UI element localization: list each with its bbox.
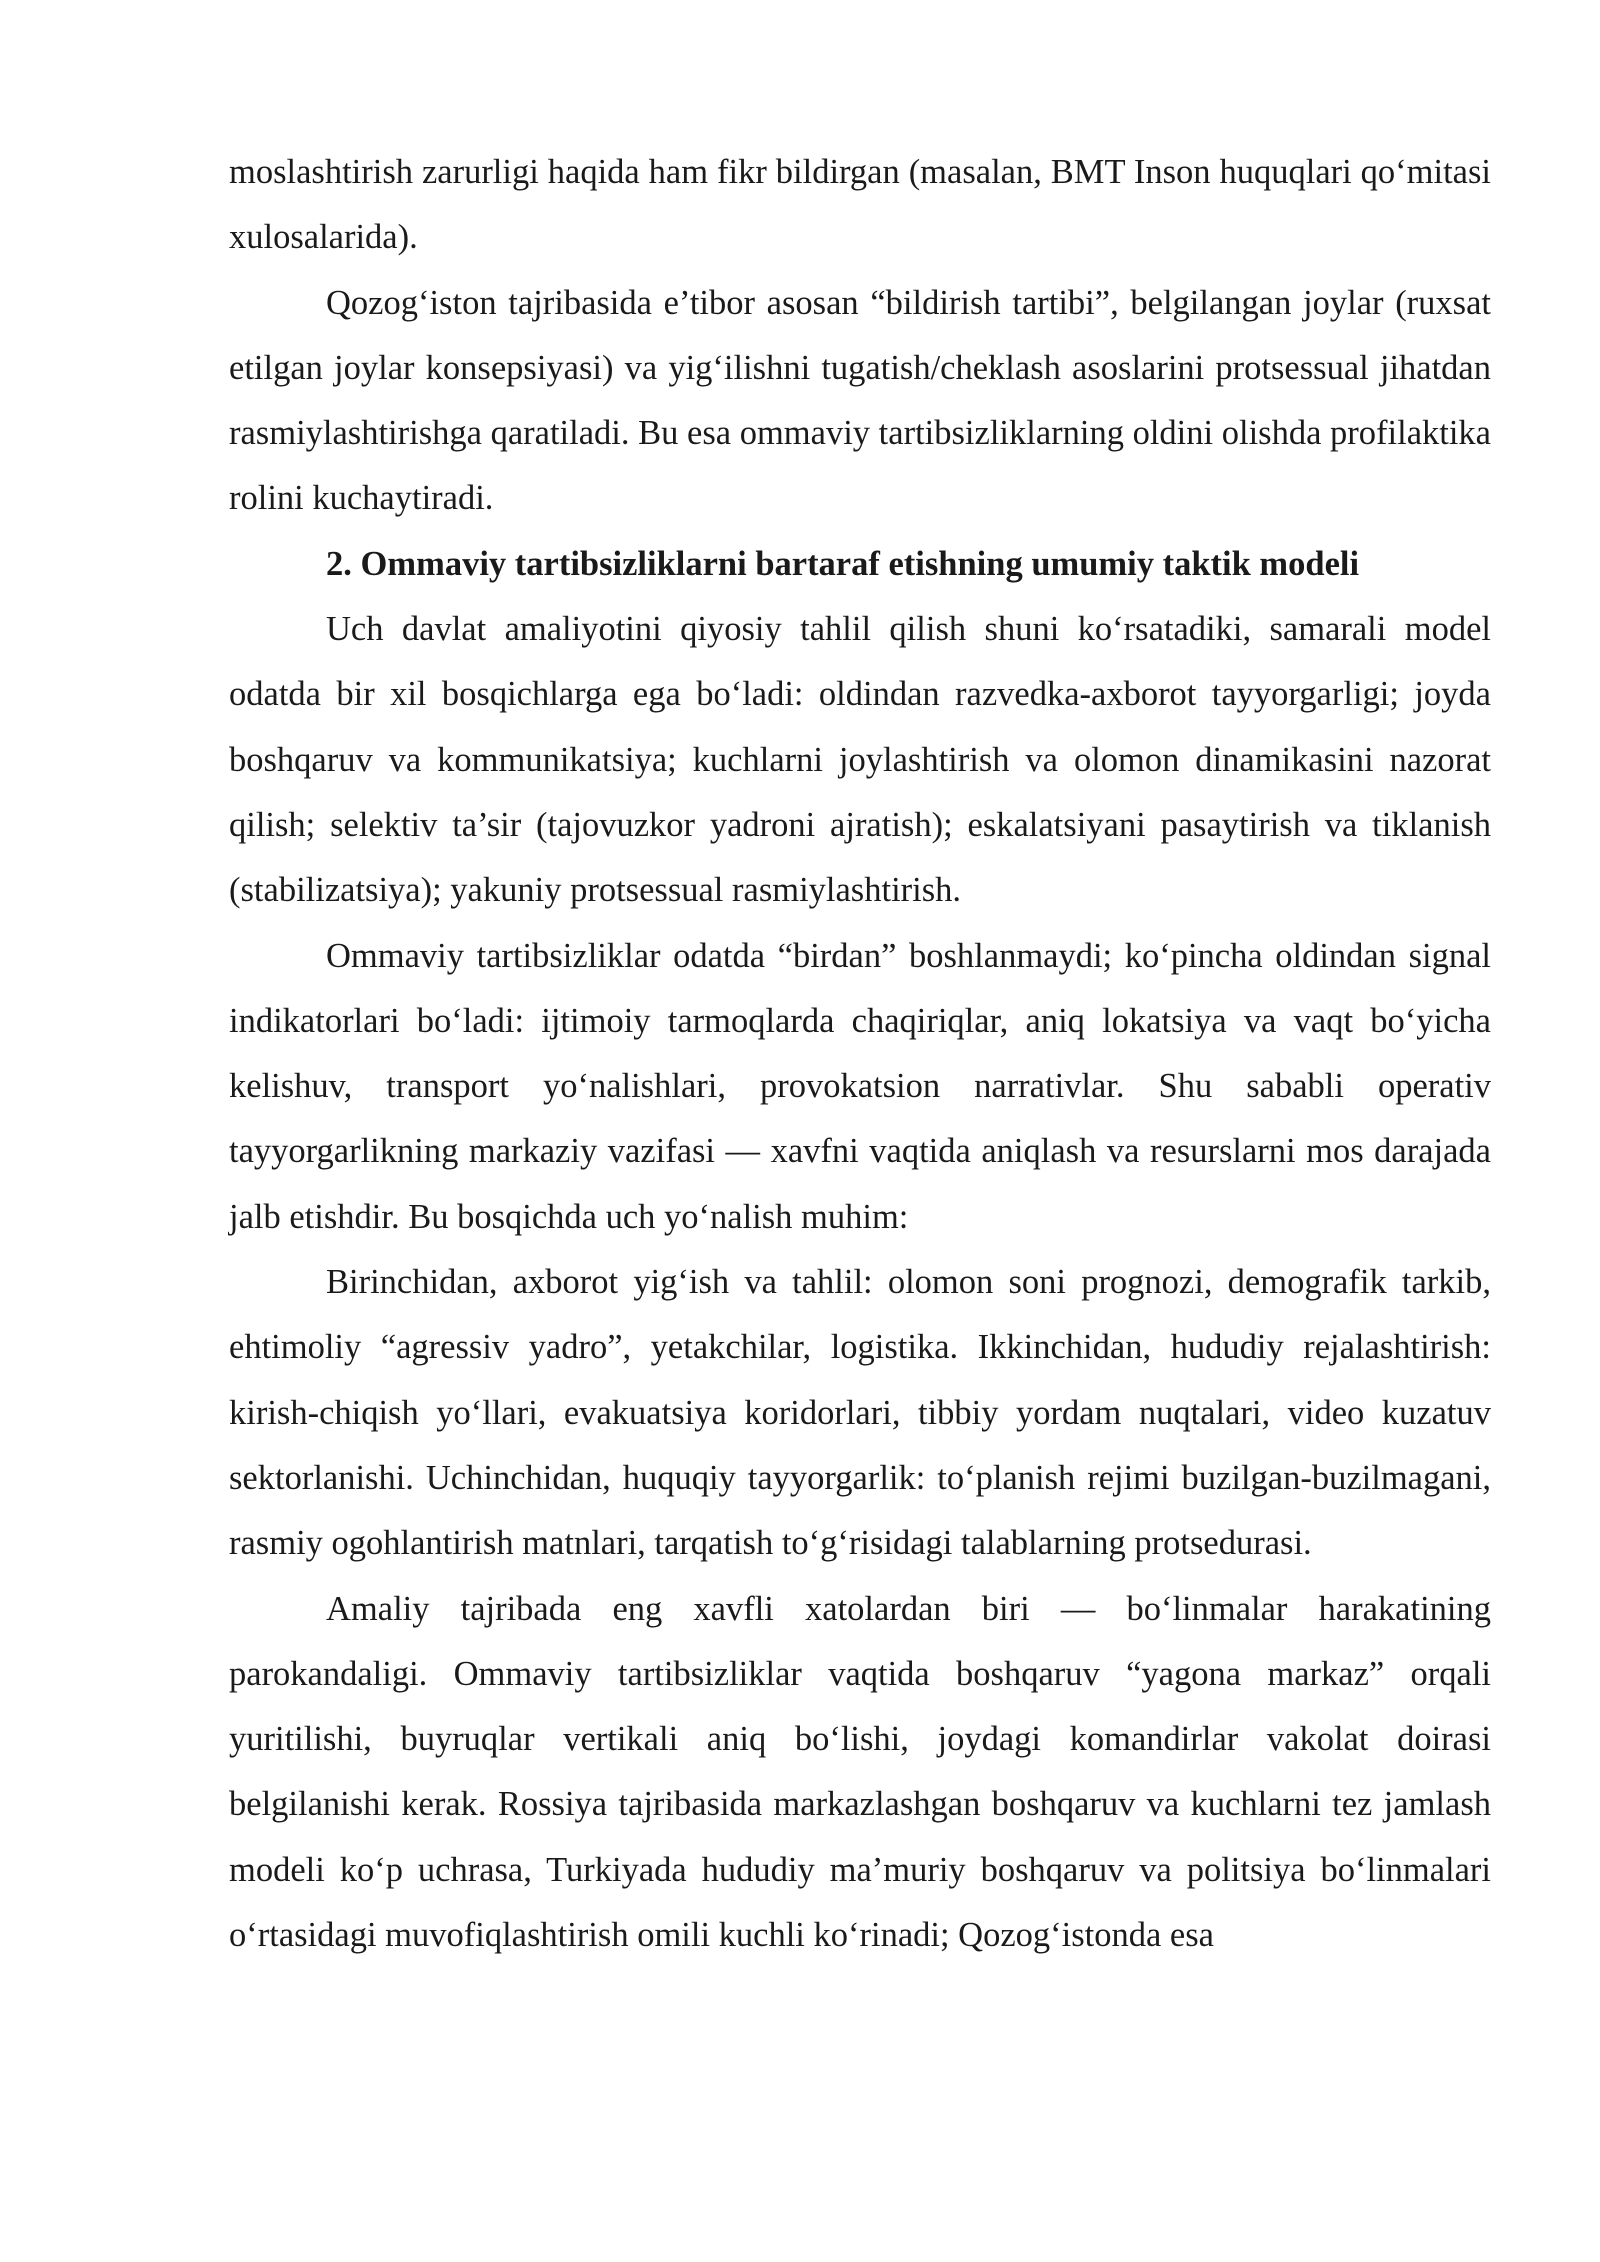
- section-heading: 2. Ommaviy tartibsizliklarni bartaraf etishning umumiy taktik modeli: [326, 544, 1360, 583]
- paragraph-three-directions: Birinchidan, axborot yig‘ish va tahlil: olomon soni prognozi, demografik tarkib, ehtimoliy “agressiv yadro”, yetakchilar, logistika. Ikkinchidan, hududiy rejalashtirish: kirish-chiqish yo‘llari, evakuatsiya koridorlari, tibbiy yordam nuqtalari, video kuzatuv sektorlanishi. Uchinchidan, huquqiy tayyorgarlik: to‘planish rejimi buzilgan-buzilmagani, rasmiy ogohlantirish matnlari, tarqatish to‘g‘risidagi talablarning protsedurasi.: [229, 1263, 1491, 1563]
- paragraph-continuation: moslashtirish zarurligi haqida ham fikr bildirgan (masalan, BMT Inson huquqlari qo‘mitasi xulosalarida).: [229, 153, 1491, 257]
- paragraph-kazakhstan-experience: Qozog‘iston tajribasida e’tibor asosan “bildirish tartibi”, belgilangan joylar (ruxsat etilgan joylar konsepsiyasi) va yig‘ilishni tugatish/cheklash asoslarini protsessual jihatdan rasmiylashtirishga qaratiladi. Bu esa ommaviy tartibsizliklarning oldini olishda profilaktika rolini kuchaytiradi.: [229, 283, 1491, 518]
- paragraph-comparative-analysis: Uch davlat amaliyotini qiyosiy tahlil qilish shuni ko‘rsatadiki, samarali model odatda bir xil bosqichlarga ega bo‘ladi: oldindan razvedka-axborot tayyorgarligi; joyda boshqaruv va kommunikatsiya; kuchlarni joylashtirish va olomon dinamikasini nazorat qilish; selektiv ta’sir (tajovuzkor yadroni ajratish); eskalatsiyani pasaytirish va tiklanish (stabilizatsiya); yakuniy protsessual rasmiylashtirish.: [229, 610, 1491, 910]
- paragraph-command-unity: Amaliy tajribada eng xavfli xatolardan biri — bo‘linmalar harakatining parokandaligi. Ommaviy tartibsizliklar vaqtida boshqaruv “yagona markaz” orqali yuritilishi, buyruqlar vertikali aniq bo‘lishi, joydagi komandirlar vakolat doirasi belgilanishi kerak. Rossiya tajribasida markazlashgan boshqaruv va kuchlarni tez jamlash modeli ko‘p uchrasa, Turkiyada hududiy ma’muriy boshqaruv va politsiya bo‘linmalari o‘rtasidagi muvofiqlashtirish omili kuchli ko‘rinadi; Qozog‘istonda esa: [229, 1589, 1491, 1955]
- paragraph-signal-indicators: Ommaviy tartibsizliklar odatda “birdan” boshlanmaydi; ko‘pincha oldindan signal indikatorlari bo‘ladi: ijtimoiy tarmoqlarda chaqiriqlar, aniq lokatsiya va vaqt bo‘yicha kelishuv, transport yo‘nalishlari, provokatsion narrativlar. Shu sababli operativ tayyorgarlikning markaziy vazifasi — xavfni vaqtida aniqlash va resurslarni mos darajada jalb etishdir. Bu bosqichda uch yo‘nalish muhim:: [229, 936, 1491, 1236]
- document-page: [229, 140, 1491, 1968]
